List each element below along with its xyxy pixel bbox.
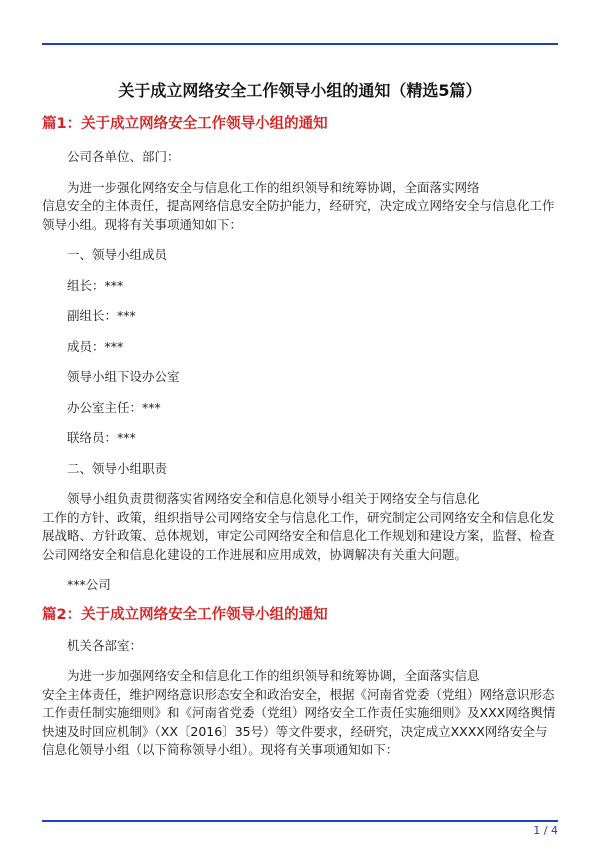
- paragraph: 组长：***: [67, 277, 124, 293]
- section-heading: 篇2：关于成立网络安全工作领导小组的通知: [42, 606, 328, 623]
- header-rule: [42, 43, 558, 45]
- paragraph: 领导小组负责贯彻落实省网络安全和信息化领导小组关于网络安全与信息化 工作的方针、政策，组织指导公司网络安全与信息化工作，研究制定公司网络安全和信息化发展战略、方针政策、总体规划，审定公司网络安全和信息化工作规划和建设方案，监督、检查公司网络安全和信息化建设的工作进展和应用成效，协调解决有关重大问题。: [42, 491, 555, 562]
- paragraph: 为进一步强化网络安全与信息化工作的组织领导和统筹协调，全面落实网络 信息安全的主体责任，提高网络信息安全防护能力，经研究，决定成立网络安全与信息化工作领导小组。现将有关事项通知如下：: [42, 179, 555, 232]
- paragraph: 一、领导小组成员: [67, 247, 168, 262]
- paragraph: 公司各单位、部门：: [67, 149, 180, 164]
- paragraph: 副组长：***: [67, 308, 136, 323]
- section-heading: 篇1：关于成立网络安全工作领导小组的通知: [42, 116, 328, 132]
- paragraph: 为进一步加强网络安全和信息化工作的组织领导和统筹协调，全面落实信息 安全主体责任，维护网络意识形态安全和政治安全，根据《河南省党委（党组）网络意识形态工作责任制实施细则》和《河南省党委（党组）网络安全工作责任实施细则》及XXX网络舆情快速及时回应机制》（XX〔2016〕35号）等文件要求，经研究，决定成立XXXX网络安全与信息化领导小组（以下简称领导小组）。现将有关事项通知如下：: [42, 668, 556, 757]
- paragraph: 领导小组下设办公室: [67, 369, 180, 384]
- paragraph: 办公室主任：***: [67, 399, 161, 415]
- paragraph: ***公司: [67, 577, 111, 592]
- paragraph: 联络员：***: [67, 430, 136, 445]
- page-number: 1 / 4: [533, 824, 558, 837]
- footer-rule: [42, 820, 558, 822]
- document-title: 关于成立网络安全工作领导小组的通知（精选5篇）: [118, 81, 482, 100]
- section-2: [42, 605, 558, 760]
- paragraph: 成员：***: [67, 338, 124, 354]
- document-body: [42, 114, 558, 760]
- paragraph: 二、领导小组职责: [67, 460, 168, 476]
- section-1: [42, 114, 558, 595]
- paragraph: 机关各部室：: [67, 637, 143, 653]
